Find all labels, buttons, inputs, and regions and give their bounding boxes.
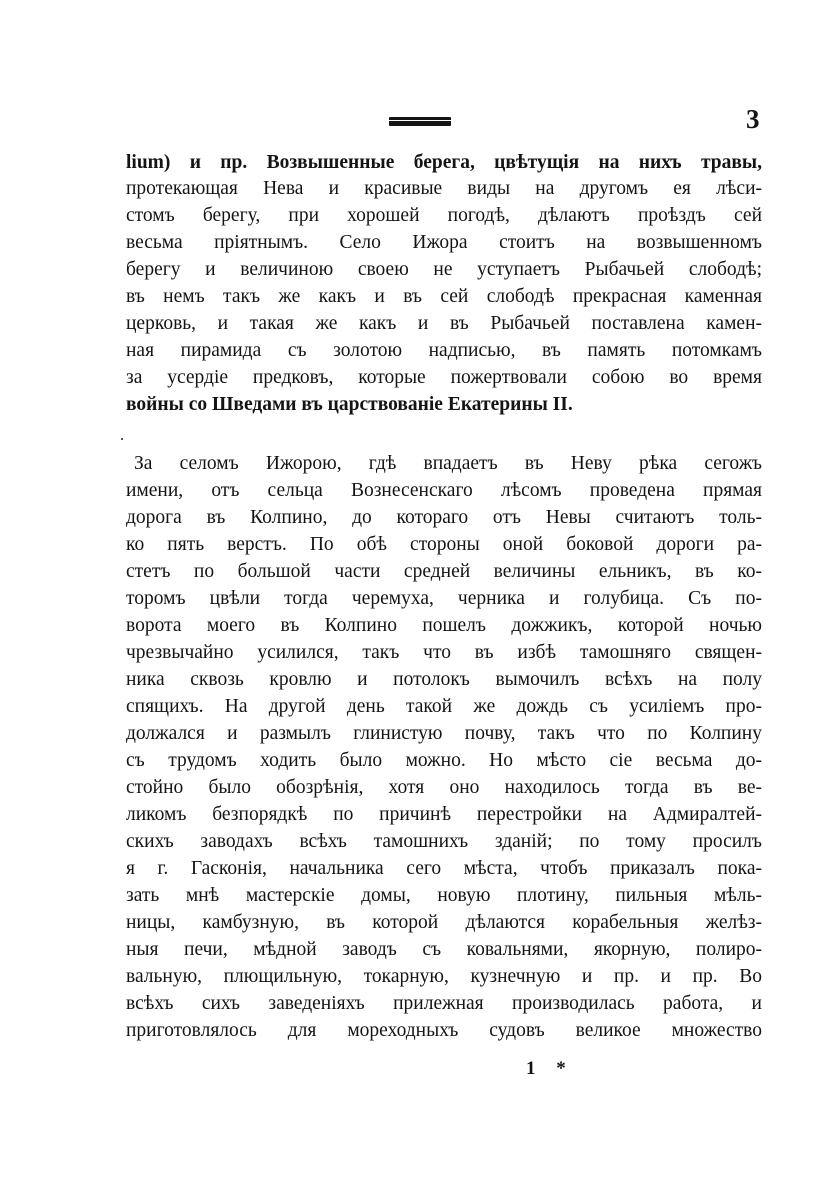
text-line: стетъ по большой части средней величины ельникъ, въ ко- [126, 561, 762, 582]
text-line: торомъ цвѣли тогда черемуха, черника и голубица. Съ по- [126, 588, 762, 609]
text-line: приготовлялось для мореходныхъ судовъ великое множество [126, 1020, 762, 1041]
text-line: съ трудомъ ходить было можно. Но мѣсто сіе весьма до- [126, 750, 762, 771]
text-line: lium) и пр. Возвышенные берега, цвѣтущія на нихъ травы, [126, 152, 762, 173]
text-line: ницы, камбузную, въ которой дѣлаются корабельныя желѣз- [126, 912, 762, 933]
text-line: зать мнѣ мастерскіе домы, новую плотину, пильныя мѣль- [126, 885, 762, 906]
text-line: За селомъ Ижорою, гдѣ впадаетъ въ Неву рѣка сегожъ [134, 453, 762, 474]
text-line: дорога въ Колпино, до котораго отъ Невы считаютъ толь- [126, 507, 762, 528]
text-line: всѣхъ сихъ заведеніяхъ прилежная производилась работа, и [126, 993, 762, 1014]
text-line: чрезвычайно усилился, такъ что въ избѣ тамошняго священ- [126, 642, 762, 663]
text-line: въ немъ такъ же какъ и въ сей слободѣ прекрасная каменная [126, 286, 762, 307]
text-line: вальную, плющильную, токарную, кузнечную и пр. и пр. Во [126, 966, 762, 987]
text-line: ликомъ безпорядкѣ по причинѣ перестройки на Адмиралтей- [126, 804, 762, 825]
text-line: за усердіе предковъ, которые пожертвовали собою во время [126, 367, 762, 388]
page-number: 3 [746, 104, 760, 134]
text-line: ная пирамида съ золотою надписью, въ память потомкамъ [126, 340, 762, 361]
text-line: весьма пріятнымъ. Село Ижора стоитъ на возвышенномъ [126, 232, 762, 253]
text-line: я г. Гасконія, начальника сего мѣста, чтобъ приказалъ пока- [126, 858, 762, 879]
text-line: ко пять верстъ. По обѣ стороны оной боковой дороги ра- [126, 534, 762, 555]
text-line: берегу и величиною своею не уступаетъ Рыбачьей слободѣ; [126, 259, 762, 280]
print-speck [121, 438, 123, 440]
text-line: скихъ заводахъ всѣхъ тамошнихъ зданій; по тому просилъ [126, 831, 762, 852]
text-line: имени, отъ сельца Вознесенскаго лѣсомъ проведена прямая [126, 480, 762, 501]
text-line: протекающая Нева и красивые виды на другомъ ея лѣси- [126, 178, 762, 199]
signature-mark: 1 * [526, 1058, 574, 1079]
text-line: ныя печи, мѣдной заводъ съ ковальнями, якорную, полиро- [126, 939, 762, 960]
header-ornament-rule [389, 117, 451, 126]
text-line: ника сквозь кровлю и потолокъ вымочилъ всѣхъ на полу [126, 669, 762, 690]
text-line: церковь, и такая же какъ и въ Рыбачьей поставлена камен- [126, 313, 762, 334]
text-line: спящихъ. На другой день такой же дождь съ усиліемъ про- [126, 696, 762, 717]
text-line: ворота моего въ Колпино пошелъ дожжикъ, которой ночью [126, 615, 762, 636]
text-line: стойно было обозрѣнія, хотя оно находилось тогда въ ве- [126, 777, 762, 798]
text-line: войны со Шведами въ царствованіе Екатерины II. [126, 394, 573, 415]
text-line: должался и размылъ глинистую почву, такъ что по Колпину [126, 723, 762, 744]
text-line: стомъ берегу, при хорошей погодѣ, дѣлаютъ проѣздъ сей [126, 205, 762, 226]
